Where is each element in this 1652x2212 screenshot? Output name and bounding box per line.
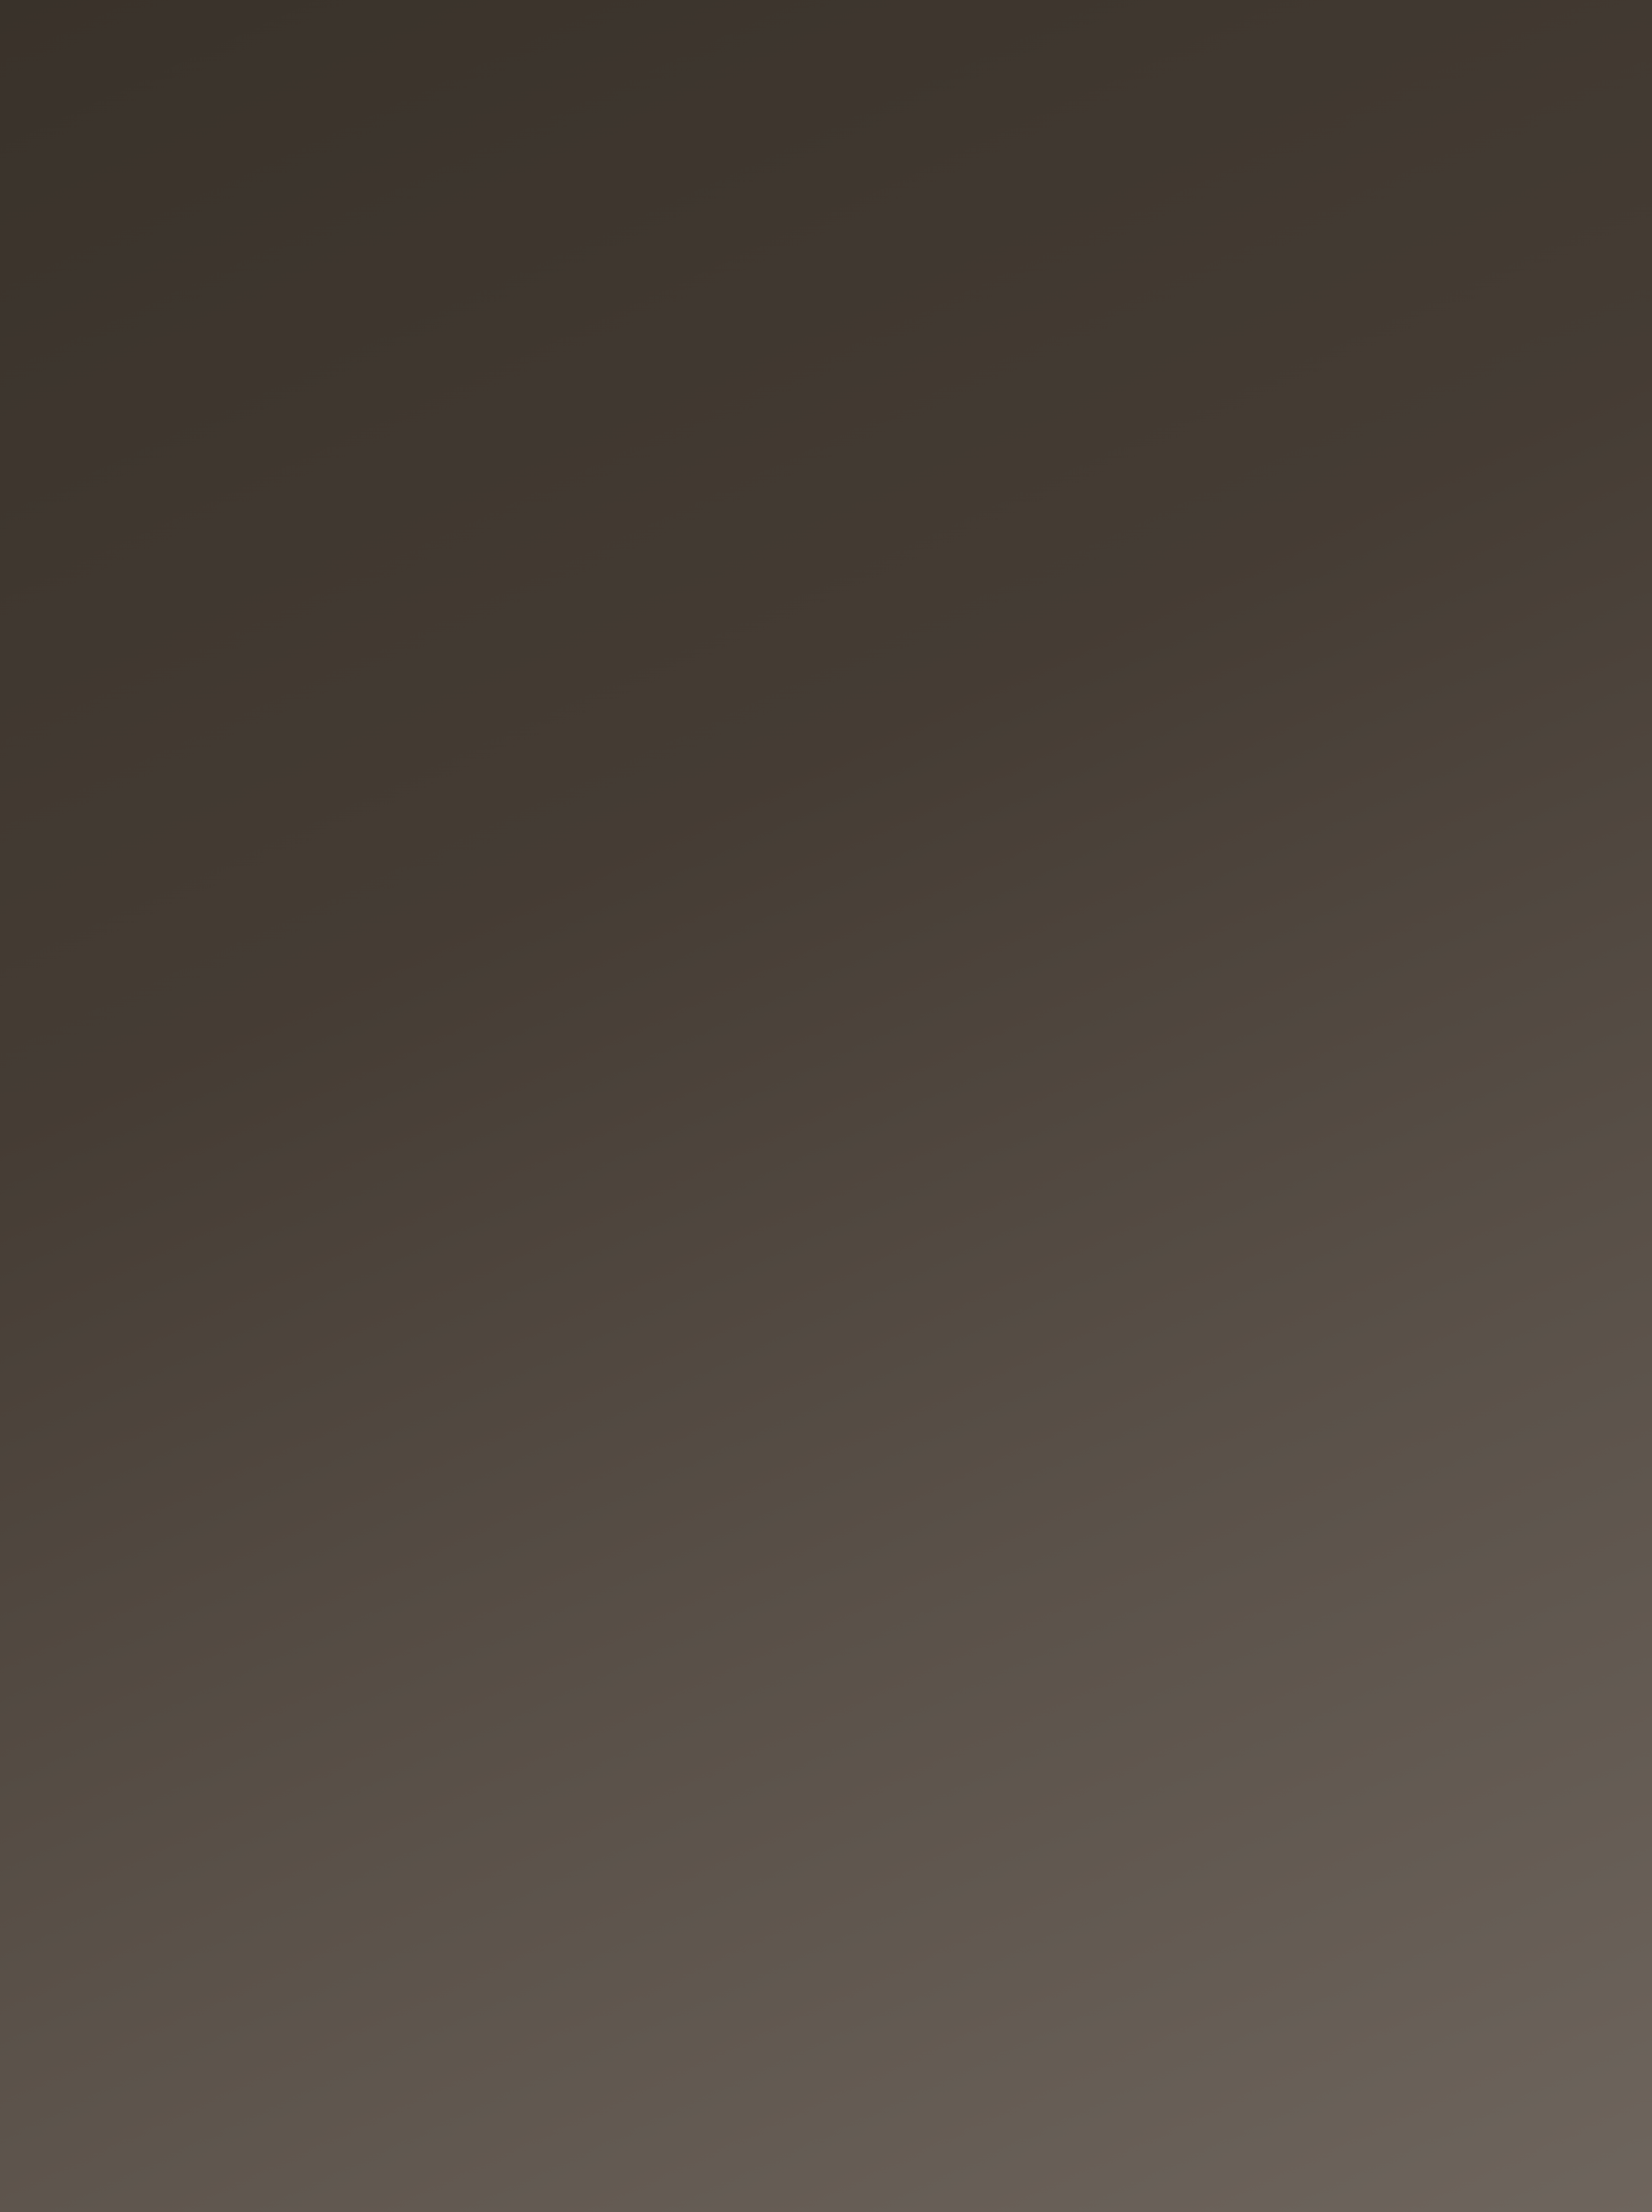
frame-gold-band-outer (22, 22, 1630, 2190)
